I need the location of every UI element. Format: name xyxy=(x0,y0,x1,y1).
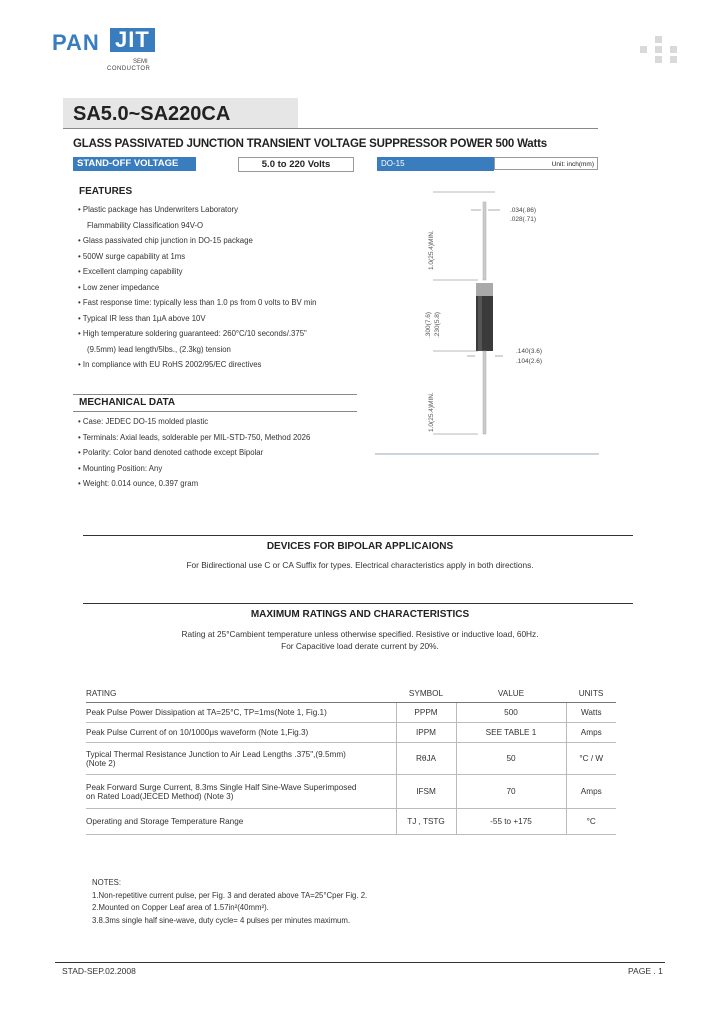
ratings-rule xyxy=(83,603,633,604)
rating-cell: Peak Pulse Current of on 10/1000μs waveform (Note 1,Fig.3) xyxy=(86,723,396,743)
mechanical-list xyxy=(78,414,378,492)
feature-item-cont: Flammability Classification 94V-O xyxy=(87,220,204,230)
rating-cell: Peak Pulse Power Dissipation at TA=25°C, TP=1ms(Note 1, Fig.1) xyxy=(86,703,396,723)
package-diagram xyxy=(375,180,600,455)
feature-item-cont: (9.5mm) lead length/5lbs., (2.3kg) tension xyxy=(87,344,231,354)
symbol-cell: IFSM xyxy=(396,775,456,809)
feature-item: • Low zener impedance xyxy=(78,282,160,292)
logo-pan: PAN xyxy=(52,30,100,55)
rating-cell: Peak Forward Surge Current, 8.3ms Single Half Sine-Wave Superimposed on Rated Load(JECED Method) (Note 3) xyxy=(86,775,396,809)
package-label: DO-15 xyxy=(377,157,494,171)
top-lead xyxy=(483,202,486,280)
ratings-note-1: Rating at 25°Cambient temperature unless otherwise specified. Resistive or inductive load, 60Hz. xyxy=(181,629,539,639)
standoff-value: 5.0 to 220 Volts xyxy=(238,157,354,172)
footer-doc-code: STAD-SEP.02.2008 xyxy=(62,966,136,976)
footer-rule xyxy=(55,962,665,963)
subtitle: GLASS PASSIVATED JUNCTION TRANSIENT VOLTAGE SUPPRESSOR POWER 500 Watts xyxy=(73,138,547,150)
value-cell: 70 xyxy=(456,775,566,809)
rating-cell: Typical Thermal Resistance Junction to Air Lead Lengths .375",(9.5mm) (Note 2) xyxy=(86,743,396,775)
units-cell: °C / W xyxy=(566,743,616,775)
col-value: VALUE xyxy=(456,684,566,703)
table-row xyxy=(86,723,616,743)
table-row xyxy=(86,743,616,775)
mechanical-item: • Terminals: Axial leads, solderable per MIL-STD-750, Method 2026 xyxy=(78,432,311,442)
table-row xyxy=(86,775,616,809)
symbol-cell: IPPM xyxy=(396,723,456,743)
notes-heading: NOTES: xyxy=(92,878,122,887)
title-divider xyxy=(63,128,598,129)
value-cell: 500 xyxy=(456,703,566,723)
bipolar-rule xyxy=(83,535,633,536)
note-item: 3.8.3ms single half sine-wave, duty cycle= 4 pulses per minutes maximum. xyxy=(92,915,351,925)
lead-dia-min: .028(.71) xyxy=(510,216,537,223)
lead-length-top: 1.0(25.4)MIN. xyxy=(428,230,435,270)
feature-item: • 500W surge capability at 1ms xyxy=(78,251,186,261)
cathode-band xyxy=(476,283,493,296)
page-title: SA5.0~SA220CA xyxy=(73,103,231,125)
unit-note: Unit: inch(mm) xyxy=(494,157,598,170)
bipolar-heading: DEVICES FOR BIPOLAR APPLICAIONS xyxy=(266,541,454,552)
body-dia-max: .140(3.6) xyxy=(516,348,543,355)
lead-length-bottom: 1.0(25.4)MIN. xyxy=(428,392,435,432)
bottom-lead xyxy=(483,351,486,434)
mechanical-heading: MECHANICAL DATA xyxy=(79,397,176,408)
feature-item: • In compliance with EU RoHS 2002/95/EC directives xyxy=(78,360,262,369)
units-cell: °C xyxy=(566,809,616,835)
logo-tagline-2: CONDUCTOR xyxy=(107,66,151,72)
bipolar-text: For Bidirectional use C or CA Suffix for types. Electrical characteristics apply in both directions. xyxy=(186,560,534,570)
body-dia-min: .104(2.6) xyxy=(516,358,543,365)
symbol-cell: RθJA xyxy=(396,743,456,775)
footer-page: PAGE . 1 xyxy=(628,966,663,976)
symbol-cell: PPPM xyxy=(396,703,456,723)
feature-item: • High temperature soldering guaranteed: 260°C/10 seconds/.375" xyxy=(78,329,307,338)
mechanical-item: • Weight: 0.014 ounce, 0.397 gram xyxy=(78,479,199,488)
ratings-heading: MAXIMUM RATINGS AND CHARACTERISTICS xyxy=(250,609,470,620)
standoff-label: STAND-OFF VOLTAGE xyxy=(73,157,196,171)
lead-dia-max: .034(.86) xyxy=(510,207,537,214)
logo-tagline-1: SEMI xyxy=(133,59,148,65)
col-units: UNITS xyxy=(566,684,616,703)
value-cell: 50 xyxy=(456,743,566,775)
symbol-cell: TJ , TSTG xyxy=(396,809,456,835)
col-rating: RATING xyxy=(86,684,396,703)
rating-cell: Operating and Storage Temperature Range xyxy=(86,809,396,835)
body-highlight xyxy=(478,296,482,351)
mechanical-item: • Mounting Position: Any xyxy=(78,463,163,473)
feature-item: • Fast response time: typically less than 1.0 ps from 0 volts to BV min xyxy=(78,298,317,307)
value-cell: SEE TABLE 1 xyxy=(456,723,566,743)
units-cell: Watts xyxy=(566,703,616,723)
feature-item: • Excellent clamping capability xyxy=(78,267,183,276)
table-header-row xyxy=(86,684,616,703)
mechanical-item: • Polarity: Color band denoted cathode except Bipolar xyxy=(78,448,264,457)
table-row xyxy=(86,809,616,835)
body-length-min: .230(5.8) xyxy=(434,311,441,338)
units-cell: Amps xyxy=(566,775,616,809)
feature-item: • Plastic package has Underwriters Laboratory xyxy=(78,205,239,214)
mechanical-item: • Case: JEDEC DO-15 molded plastic xyxy=(78,417,209,426)
ratings-table xyxy=(86,684,616,835)
note-item: 2.Mounted on Copper Leaf area of 1.57in²(40mm²). xyxy=(92,903,269,912)
logo-jit: JIT xyxy=(110,28,155,52)
features-heading: FEATURES xyxy=(79,186,133,197)
value-cell: -55 to +175 xyxy=(456,809,566,835)
feature-item: • Typical IR less than 1μA above 10V xyxy=(78,313,206,323)
body-length-max: .300(7.6) xyxy=(425,311,432,338)
notes xyxy=(92,877,367,927)
table-row xyxy=(86,703,616,723)
note-item: 1.Non-repetitive current pulse, per Fig. 3 and derated above TA=25°Cper Fig. 2. xyxy=(92,890,368,900)
units-cell: Amps xyxy=(566,723,616,743)
features-list xyxy=(78,202,378,373)
ratings-note-2: For Capacitive load derate current by 20%. xyxy=(281,641,439,651)
feature-item: • Glass passivated chip junction in DO-15 package xyxy=(78,236,253,245)
col-symbol: SYMBOL xyxy=(396,684,456,703)
